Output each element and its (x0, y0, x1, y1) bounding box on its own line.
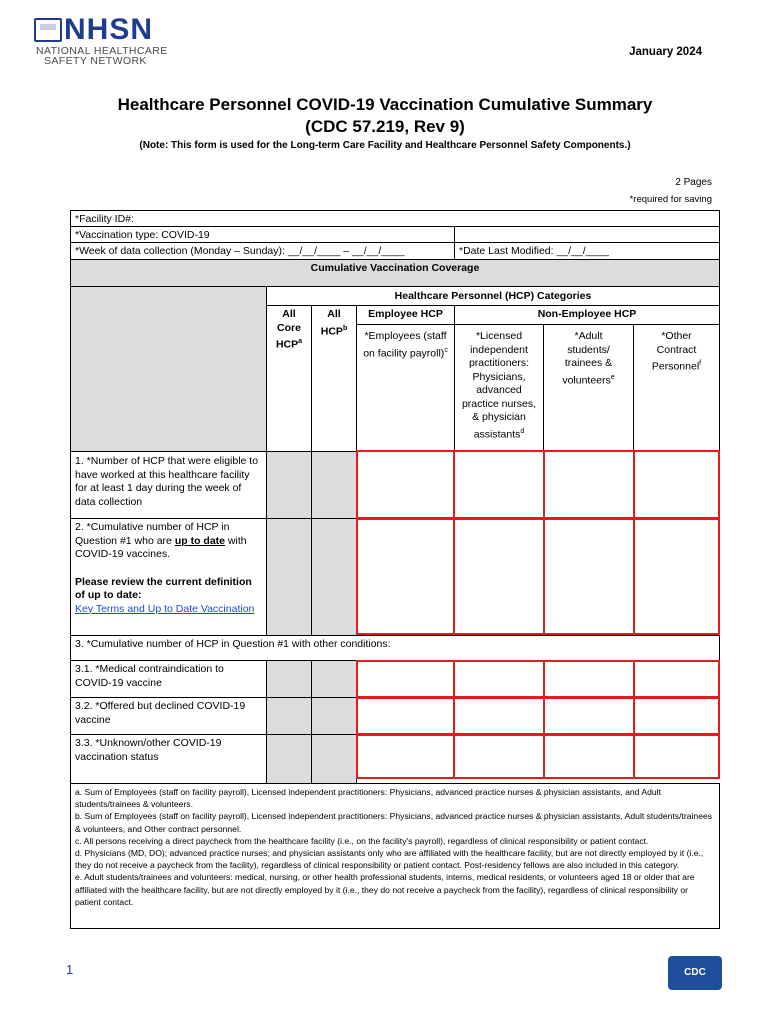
q33-all-hcp-cell (311, 734, 357, 784)
col-contract-personnel (633, 324, 720, 452)
q32-employees-input[interactable] (356, 697, 455, 735)
q31-contract-input[interactable] (633, 660, 720, 698)
col-contract-label: *Other Contract Personnel (651, 330, 700, 373)
q33-employees-input[interactable] (356, 734, 455, 779)
employee-hcp-header: Employee HCP (356, 305, 455, 325)
logo-name: NHSN (64, 13, 154, 46)
non-employee-hcp-header: Non-Employee HCP (454, 305, 720, 325)
question-2 (70, 518, 267, 636)
q2-text-end: with COVID-19 vaccines. (75, 534, 247, 560)
q2-all-hcp-cell (311, 518, 357, 636)
cdc-logo: CDC (668, 956, 722, 990)
question-3-2: 3.2. *Offered but declined COVID-19 vaccine (70, 697, 267, 735)
q1-employees-input[interactable] (356, 450, 455, 519)
q1-contract-input[interactable] (633, 450, 720, 519)
q33-students-input[interactable] (543, 734, 635, 779)
q31-lip-input[interactable] (453, 660, 545, 698)
q2-contract-input[interactable] (633, 518, 720, 635)
footnote-d: d. Physicians (MD, DO); advanced practice nurses; and physician assistants only who are affiliated with the healthcare facility, but are not directly employed by it (i.e., they do not receive a paycheck from the facility), regardless of clinical responsibility or patient contact. Post-residency fellows are also included in this category. (75, 848, 704, 871)
question-3-3: 3.3. *Unknown/other COVID-19 vaccination status (70, 734, 267, 784)
q2-students-input[interactable] (543, 518, 635, 635)
footnote-d-ref: d (520, 427, 525, 435)
nhsn-logo (34, 13, 184, 68)
q33-lip-input[interactable] (453, 734, 545, 779)
form-code: (CDC 57.219, Rev 9) (305, 117, 465, 136)
question-1: 1. *Number of HCP that were eligible to have worked at this healthcare facility for at least 1 day during the week of data collection (70, 451, 267, 519)
question-3-1: 3.1. *Medical contraindication to COVID-19 vaccine (70, 660, 267, 698)
logo-sub-line2: SAFETY NETWORK (44, 55, 147, 67)
q32-all-core-cell (266, 697, 312, 735)
col-all-core-hcp (266, 305, 312, 452)
q1-students-input[interactable] (543, 450, 635, 519)
q31-students-input[interactable] (543, 660, 635, 698)
footnote-a: a. Sum of Employees (staff on facility payroll), Licensed independent practitioners: Physicians, advanced practice nurses & physician assistants, and Adult students/trainees & volunteers. (75, 787, 661, 810)
blank-cell (454, 226, 720, 243)
col-all-hcp (311, 305, 357, 452)
q33-all-core-cell (266, 734, 312, 784)
footnote-b-ref: b (342, 324, 348, 332)
footnote-c: c. All persons receiving a direct paycheck from the healthcare facility (i.e., on the facility's payroll), regardless of clinical responsibility or patient contact. (75, 835, 649, 846)
q31-all-hcp-cell (311, 660, 357, 698)
q1-all-core-cell (266, 451, 312, 519)
week-of-data-field[interactable]: *Week of data collection (Monday – Sunday): __/__/____ – __/__/____ (70, 242, 455, 260)
form-note: (Note: This form is used for the Long-term Care Facility and Healthcare Personnel Safety Components.) (139, 140, 631, 151)
footnote-b: b. Sum of Employees (staff on facility payroll), Licensed independent practitioners: Physicians, advanced practice nurses & physician assistants, Adult students/trainees & volunteers, and Other contract personnel. (75, 811, 713, 834)
form-date: January 2024 (629, 46, 702, 58)
logo-subtitle (36, 46, 168, 66)
footnotes (70, 783, 720, 929)
q32-contract-input[interactable] (633, 697, 720, 735)
q2-all-core-cell (266, 518, 312, 636)
footnote-f-ref: f (699, 360, 702, 367)
col-lip-label: *Licensed independent practitioners: Physicians, advanced practice nurses, & physician assistants (461, 330, 537, 440)
vaccination-type: *Vaccination type: COVID-19 (70, 226, 455, 243)
monitor-icon (34, 18, 62, 42)
q1-lip-input[interactable] (453, 450, 545, 519)
q31-all-core-cell (266, 660, 312, 698)
page-number: 1 (66, 962, 74, 977)
question-3: 3. *Cumulative number of HCP in Question #1 with other conditions: (70, 635, 720, 661)
col-all-core-label: All Core HCP (275, 308, 301, 351)
q33-contract-input[interactable] (633, 734, 720, 779)
footnote-a-ref: a (298, 338, 303, 345)
row-label-header (70, 286, 267, 452)
q2-up-to-date: up to date (174, 534, 225, 547)
q32-lip-input[interactable] (453, 697, 545, 735)
page-count: 2 Pages (675, 177, 712, 188)
col-students-volunteers (543, 324, 634, 452)
q32-all-hcp-cell (311, 697, 357, 735)
q2-review: Please review the current definition of up to date: (75, 575, 252, 601)
q2-text: 2. *Cumulative number of HCP in Question #1 who are (75, 521, 230, 547)
hcp-categories-header: Healthcare Personnel (HCP) Categories (266, 286, 720, 306)
q31-employees-input[interactable] (356, 660, 455, 698)
logo-sub-line1: NATIONAL HEALTHCARE (36, 45, 168, 57)
page-title: Healthcare Personnel COVID-19 Vaccination Cumulative Summary (117, 95, 653, 114)
q2-employees-input[interactable] (356, 518, 455, 635)
footnote-c-ref: c (444, 346, 448, 354)
section-title: Cumulative Vaccination Coverage (70, 259, 720, 287)
footnote-e-ref: e (610, 373, 615, 381)
col-students-label: *Adult students/ trainees & volunteers (562, 330, 613, 386)
facility-id-field[interactable]: *Facility ID#: (70, 210, 720, 227)
col-all-hcp-label: All HCP (320, 308, 343, 337)
q2-lip-input[interactable] (453, 518, 545, 635)
col-employees (356, 324, 455, 452)
col-employees-label: *Employees (staff on facility payroll) (363, 330, 447, 359)
key-terms-link[interactable]: Key Terms and Up to Date Vaccination (75, 602, 255, 615)
required-note: *required for saving (629, 194, 712, 205)
footnote-e: e. Adult students/trainees and volunteers: medical, nursing, or other health professional students, interns, medical residents, or volunteers aged 18 or older that are affiliated with the healthcare facility, but are not directly employed by it (i.e., they do not receive a paycheck from the facility), regardless of clinical responsibility or patient contact. (75, 872, 695, 907)
col-licensed-practitioners (454, 324, 544, 452)
q1-all-hcp-cell (311, 451, 357, 519)
q32-students-input[interactable] (543, 697, 635, 735)
date-modified-field[interactable]: *Date Last Modified: __/__/____ (454, 242, 720, 260)
